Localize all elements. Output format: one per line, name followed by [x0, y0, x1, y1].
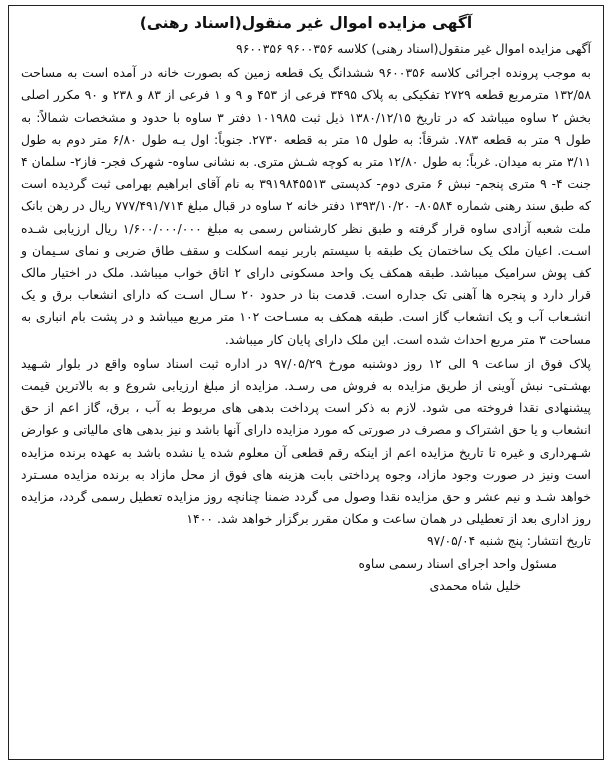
publish-date: تاریخ انتشار: پنج شنبه ۹۷/۰۵/۰۴ [427, 533, 591, 549]
signature-name: خلیل شاه محمدی [429, 577, 521, 593]
notice-header-line: آگهی مزایده اموال غیر منقول(اسناد رهنی) کلاسه ۹۶۰۰۳۵۶ ۹۶۰۰۳۵۶ [236, 41, 591, 56]
notice-title: آگهی مزایده اموال غیر منقول(اسناد رهنی) [139, 14, 473, 32]
notice-body-paragraph: به موجب پرونده اجرائی کلاسه ۹۶۰۰۳۵۶ ششدانگ یک قطعه زمین که بصورت خانه در آمده است به مساحت ۱۳۲/۵۸ مترمربع قطعه ۲۷۲۹ تفکیکی به پلاک ۳۴۹۵ فرعی از ۴۵۳ و ۹ و ۱ فرعی از ۸۳ و ۲۳۸ و ۹۰ مکرر اصلی بخش ۲ ساوه میباشد که در تاریخ ۱۳۸۰/۱۲/۱۵ ذیل ثبت ۱۰۱۹۸۵ دفتر ۳ ساوه با حدود و مشخصات شمالاً: به طول ۹ متر به قطعه ۷۸۳. شرقاً: به طول ۱۵ متر به قطعه ۲۷۳۰. جنوباً: اول بـه طول ۶/۸۰ متر دوم به طول ۳/۱۱ متر به میدان. غرباً: به طول ۱۲/۸۰ متر به کوچه شـش متری. به نشانی ساوه- شهرک فجر- فاز۲- سلمان ۴ جنت ۴- ۹ متری پنجم- نبش ۶ متری دوم- کدپستی ۳۹۱۹۸۴۵۵۱۳ به نام آقای ابراهیم بهرامی ثبت گردیده است که طبق سند رهنی شماره ۸۰۵۸۴- ۱۳۹۳/۱۰/۲۰ دفتر خانه ۲ ساوه در قبال مبلغ ۷۷۷/۴۹۱/۷۱۴ ریال در رهن بانک ملت شعبه آزادی ساوه قرار گرفته و طبق نظر کارشناس رسمی به مبلغ ۱/۶۰۰/۰۰۰/۰۰۰ ریال ارزیابی شـده اسـت. اعیان ملک یک ساختمان یک طبقه با سیستم باربر نیمه اسکلت و سقف طاق ضربی و نمای سـیمان و کف پوش سرامیک میباشد. طبقه همکف یک واحد مسکونی دارای ۲ اتاق خواب میباشد. ملک در اختیار مالک قرار دارد و پنجره ها آهنی تک جداره است. قدمت بنا در حدود ۲۰ سـال اسـت که دارای انشعاب برق و یک انشـعاب آب و یک انشعاب گاز است. طبقه همکف به مسـاحت ۱۰۲ متر مربع میباشد و در پشت بام انباری به مساحت ۳ متر مربع احداث شده است. این ملک دارای پایان کار میباشد. [21, 65, 592, 347]
auction-notice [8, 5, 604, 760]
notice-auction-terms-paragraph: پلاک فوق از ساعت ۹ الی ۱۲ روز دوشنبه مورخ ۹۷/۰۵/۲۹ در اداره ثبت اسناد ساوه واقع در بلوار شـهید بهشـتی- نبش آوینی از طریق مزایده به فروش می رسـد. مزایده از مبلغ ارزیابی شروع و به بالاترین قیمت پیشنهادی نقدا فروخته می شود. لازم به ذکر است پرداخت بدهی های مربوط به آب ، برق، گاز اعم از حق انشعاب و یا حق اشتراک و مصرف در صورتی که مورد مزایده دارای آنها باشد و نیز بدهی های مالیاتی و عوارض شـهرداری و غیره تا تاریخ مزایده اعم از اینکه رقم قطعی آن معلوم شده یا نشده باشد به عهده برنده مزایده است ونیز در صورت وجود مازاد، وجوه پرداختی بابت هزینه های فوق از محل مازاد به برنده مزایده مسـترد خواهد شـد و نیم عشر و حق مزایده نقدا وصول می گردد ضمنا چنانچه روز مزایده تعطیل رسمی گردد، مزایده روز اداری بعد از تعطیلی در همان ساعت و مکان مقرر برگزار خواهد شد. ۱۴۰۰ [21, 355, 591, 527]
signature-title: مسئول واحد اجرای اسناد رسمی ساوه [358, 555, 557, 571]
